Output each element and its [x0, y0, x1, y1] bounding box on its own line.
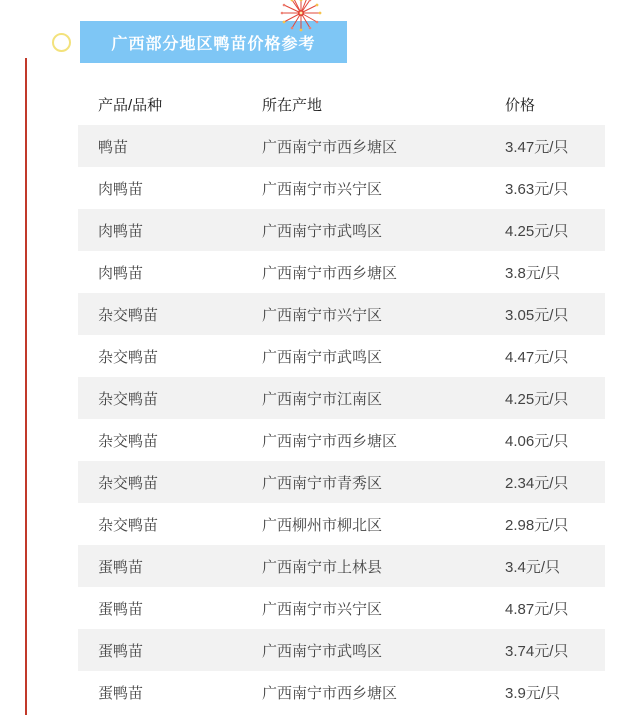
cell-price: 3.63元/只	[505, 180, 569, 198]
cell-origin: 广西南宁市西乡塘区	[262, 264, 398, 282]
cell-price: 4.87元/只	[505, 600, 569, 618]
cell-product: 肉鸭苗	[98, 180, 144, 198]
cell-origin: 广西柳州市柳北区	[262, 516, 383, 534]
table-body	[78, 125, 605, 713]
table-row	[78, 209, 605, 251]
cell-price: 4.06元/只	[505, 432, 569, 450]
cell-product: 杂交鸭苗	[98, 474, 159, 492]
column-header-price: 价格	[505, 97, 536, 114]
cell-origin: 广西南宁市西乡塘区	[262, 432, 398, 450]
cell-price: 3.4元/只	[505, 558, 561, 576]
cell-product: 杂交鸭苗	[98, 432, 159, 450]
cell-price: 3.9元/只	[505, 684, 561, 702]
price-table	[78, 84, 605, 713]
cell-price: 3.47元/只	[505, 138, 569, 156]
table-row	[78, 377, 605, 419]
table-row	[78, 587, 605, 629]
cell-price: 4.25元/只	[505, 390, 569, 408]
table-row	[78, 503, 605, 545]
cell-origin: 广西南宁市武鸣区	[262, 222, 383, 240]
cell-origin: 广西南宁市兴宁区	[262, 306, 383, 324]
table-row	[78, 251, 605, 293]
cell-price: 4.47元/只	[505, 348, 569, 366]
table-row	[78, 335, 605, 377]
cell-price: 4.25元/只	[505, 222, 569, 240]
table-row	[78, 293, 605, 335]
cell-origin: 广西南宁市青秀区	[262, 474, 383, 492]
table-row	[78, 461, 605, 503]
cell-price: 3.74元/只	[505, 642, 569, 660]
table-row	[78, 419, 605, 461]
cell-origin: 广西南宁市兴宁区	[262, 180, 383, 198]
cell-origin: 广西南宁市西乡塘区	[262, 138, 398, 156]
table-row	[78, 629, 605, 671]
cell-product: 鸭苗	[98, 138, 129, 156]
cell-origin: 广西南宁市西乡塘区	[262, 684, 398, 702]
column-header-product: 产品/品种	[98, 97, 163, 114]
cell-product: 杂交鸭苗	[98, 348, 159, 366]
cell-origin: 广西南宁市江南区	[262, 390, 383, 408]
cell-product: 蛋鸭苗	[98, 684, 144, 702]
table-row	[78, 545, 605, 587]
table-row	[78, 167, 605, 209]
table-row	[78, 125, 605, 167]
cell-origin: 广西南宁市兴宁区	[262, 600, 383, 618]
cell-origin: 广西南宁市武鸣区	[262, 348, 383, 366]
table-header-row	[78, 84, 605, 125]
cell-product: 杂交鸭苗	[98, 390, 159, 408]
cell-product: 杂交鸭苗	[98, 306, 159, 324]
cell-price: 2.98元/只	[505, 516, 569, 534]
cell-price: 3.05元/只	[505, 306, 569, 324]
cell-product: 杂交鸭苗	[98, 516, 159, 534]
cell-origin: 广西南宁市武鸣区	[262, 642, 383, 660]
cell-product: 肉鸭苗	[98, 222, 144, 240]
table-row	[78, 671, 605, 713]
cell-product: 肉鸭苗	[98, 264, 144, 282]
left-accent-rule	[25, 58, 27, 715]
ring-bullet-icon	[52, 33, 71, 52]
cell-price: 3.8元/只	[505, 264, 561, 282]
section-title: 广西部分地区鸭苗价格参考	[111, 35, 316, 53]
cell-product: 蛋鸭苗	[98, 642, 144, 660]
column-header-origin: 所在产地	[262, 97, 323, 114]
cell-origin: 广西南宁市上林县	[262, 558, 383, 576]
section-title-banner	[80, 21, 347, 63]
cell-product: 蛋鸭苗	[98, 558, 144, 576]
cell-product: 蛋鸭苗	[98, 600, 144, 618]
cell-price: 2.34元/只	[505, 474, 569, 492]
